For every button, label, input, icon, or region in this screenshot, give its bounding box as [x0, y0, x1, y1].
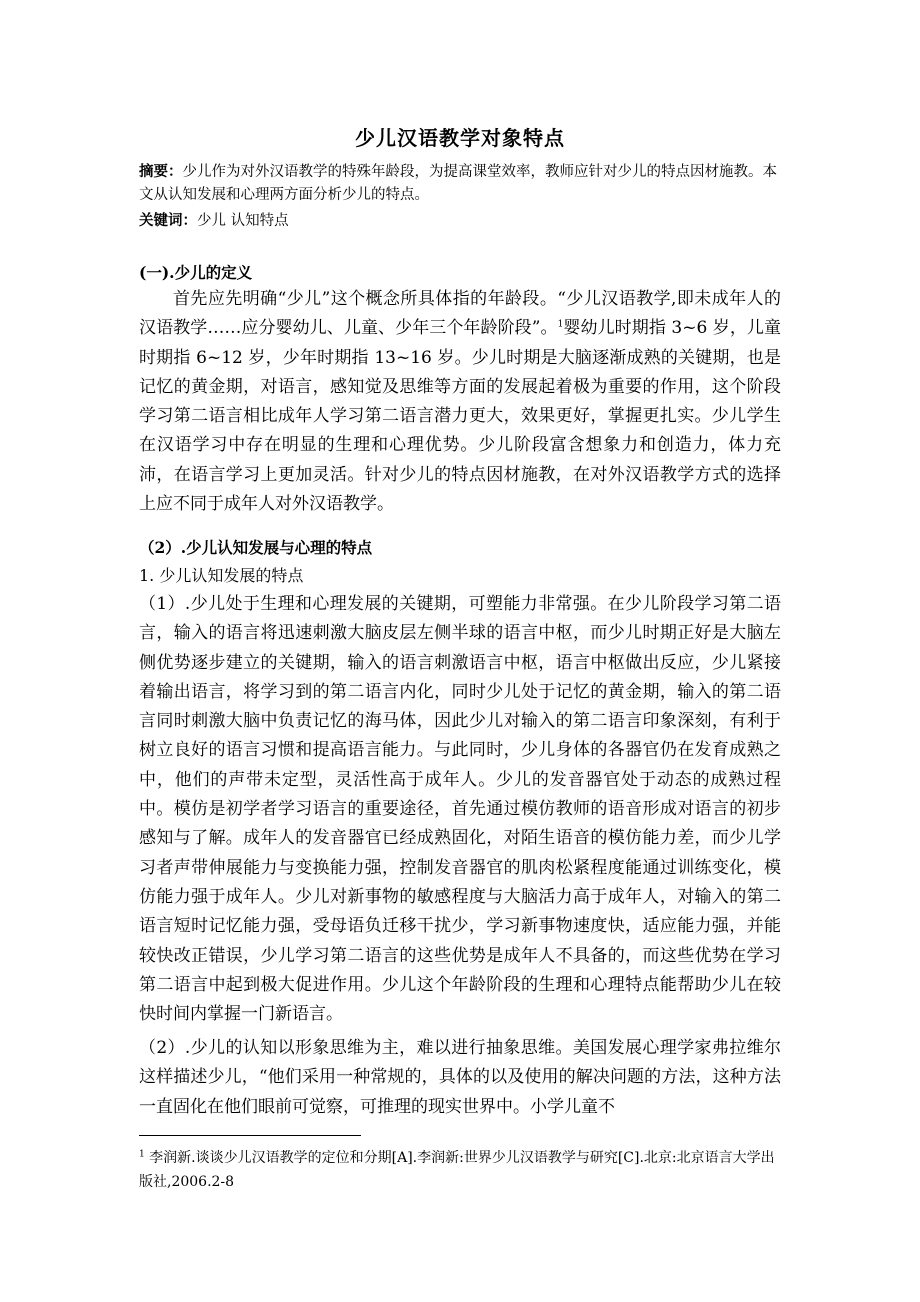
abstract: [139, 160, 779, 207]
section1-text-b: 婴幼儿时期指 3~6 岁，儿童时期指 6~12 岁，少年时期指 13~16 岁。少儿时期是大脑逐渐成熟的关键期，也是记忆的黄金期，对语言，感知觉及思维等方面的发展起着极为重要的作用，这个阶段学习第二语言相比成年人学习第二语言潜力更大，效果更好，掌握更扎实。少儿学生在汉语学习中存在明显的生理和心理优势。少儿阶段富含想象力和创造力，体力充沛，在语言学习上更加灵活。针对少儿的特点因材施教，在对外汉语教学方式的选择上应不同于成年人对外汉语教学。: [139, 318, 781, 515]
section1-text-a: 首先应先明确“少儿”这个概念所具体指的年龄段。“少儿汉语教学,即未成年人的汉语教学……应分婴幼儿、儿童、少年三个年龄阶段”。: [139, 289, 781, 339]
footnote: [139, 1146, 787, 1194]
section2-heading: （2）.少儿认知发展与心理的特点: [139, 538, 373, 557]
section2-subheading: 1. 少儿认知发展的特点: [139, 566, 304, 585]
section1-heading: (一).少儿的定义: [139, 263, 253, 282]
document-title: 少儿汉语教学对象特点: [355, 126, 565, 150]
footnote-mark: 1: [139, 1149, 145, 1160]
section2-paragraph-1: （1）.少儿处于生理和心理发展的关键期，可塑能力非常强。在少儿阶段学习第二语言，输入的语言将迅速刺激大脑皮层左侧半球的语言中枢，而少儿时期正好是大脑左侧优势逐步建立的关键期，输入的语言刺激语言中枢，语言中枢做出反应，少儿紧接着输出语言，将学习到的第二语言内化，同时少儿处于记忆的黄金期，输入的第二语言同时刺激大脑中负责记忆的海马体，因此少儿对输入的第二语言印象深刻，有利于树立良好的语言习惯和提高语言能力。与此同时，少儿身体的各器官仍在发育成熟之中，他们的声带未定型，灵活性高于成年人。少儿的发音器官处于动态的成熟过程中。模仿是初学者学习语言的重要途径，首先通过模仿教师的语音形成对语言的初步感知与了解。成年人的发音器官已经成熟固化，对陌生语音的模仿能力差，而少儿学习者声带伸展能力与变换能力强，控制发音器官的肌肉松紧程度能通过训练变化，模仿能力强于成年人。少儿对新事物的敏感程度与大脑活力高于成年人，对输入的第二语言短时记忆能力强，受母语负迁移干扰少，学习新事物速度快，适应能力强，并能较快改正错误，少儿学习第二语言的这些优势是成年人不具备的，而这些优势在学习第二语言中起到极大促进作用。少儿这个年龄阶段的生理和心理特点能帮助少儿在较快时间内掌握一门新语言。: [139, 594, 781, 1025]
section2-paragraph-2: （2）.少儿的认知以形象思维为主，难以进行抽象思维。美国发展心理学家弗拉维尔这样描述少儿，“他们采用一种常规的，具体的以及使用的解决问题的方法，这种方法一直固化在他们眼前可觉察，可推理的现实世界中。小学儿童不: [139, 1038, 781, 1117]
footnote-divider: [139, 1135, 361, 1136]
footnote-ref: 1: [557, 319, 564, 330]
section1-paragraph: [139, 285, 781, 519]
keywords: [139, 209, 779, 233]
footnote-text: 李润新.谈谈少儿汉语教学的定位和分期[A].李润新:世界少儿汉语教学与研究[C].北京:北京语言大学出版社,2006.2-8: [139, 1150, 775, 1190]
abstract-text: 少儿作为对外汉语教学的特殊年龄段，为提高课堂效率，教师应针对少儿的特点因材施教。本文从认知发展和心理两方面分析少儿的特点。: [139, 164, 777, 203]
keywords-text: 少儿 认知特点: [197, 213, 289, 229]
keywords-label: 关键词：: [139, 212, 197, 229]
abstract-label: 摘要：: [139, 163, 183, 180]
